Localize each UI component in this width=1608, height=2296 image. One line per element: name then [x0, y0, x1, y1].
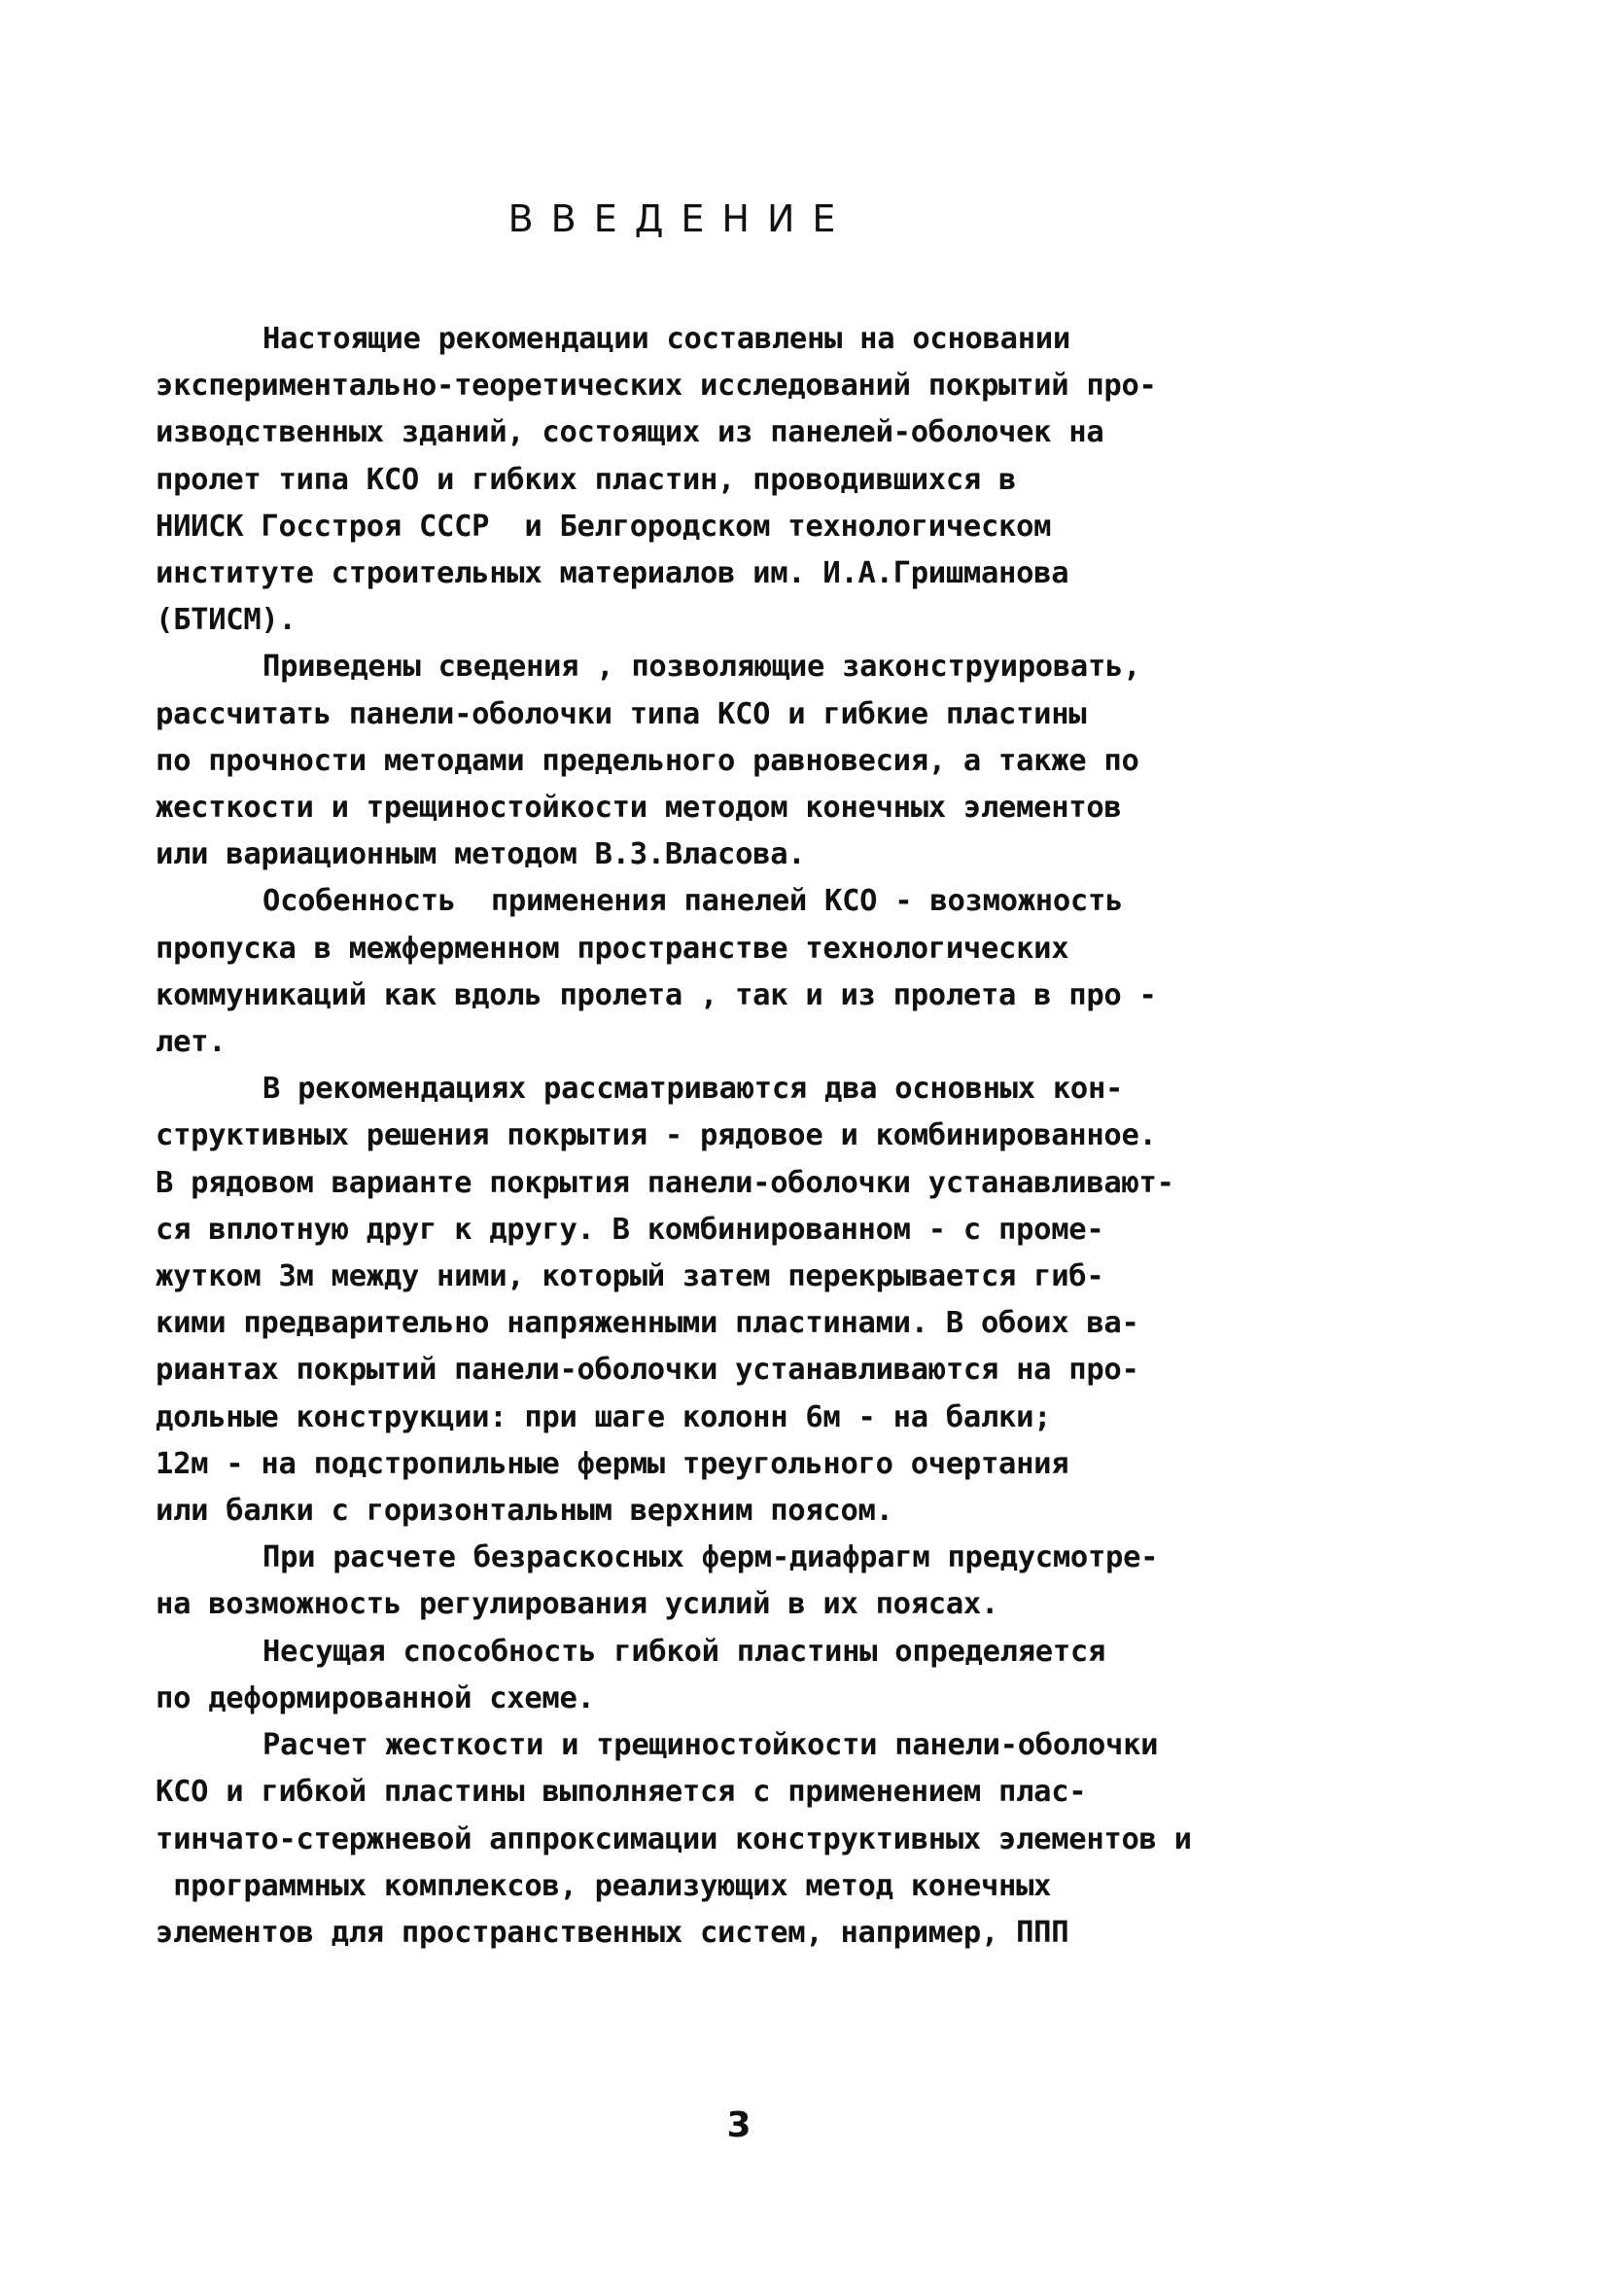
text-line: экспериментально-теоретических исследований покрытий про-	[156, 369, 1157, 404]
text-line: кими предварительно напряженными пластинами. В обоих ва-	[156, 1306, 1139, 1341]
text-line: тинчато-стержневой аппроксимации конструктивных элементов и	[156, 1821, 1192, 1856]
text-line: рассчитать панели-оболочки типа КСО и гибкие пластины	[156, 696, 1087, 731]
text-line: по деформированной схеме.	[156, 1680, 595, 1715]
paragraph	[156, 878, 1497, 1066]
text-line: НИИСК Госстроя СССР и Белгородском технологическом	[156, 509, 1052, 544]
text-line: Особенность применения панелей КСО - возможность	[262, 884, 1124, 919]
paragraph	[156, 644, 1497, 878]
body-text	[156, 316, 1497, 1957]
text-line: программных комплексов, реализующих метод конечных	[156, 1868, 1052, 1903]
paragraph	[156, 1066, 1497, 1535]
text-line: по прочности методами предельного равновесия, а также по	[156, 743, 1139, 778]
text-line: 12м - на подстропильные фермы треугольного очертания	[156, 1446, 1069, 1481]
page-title: ВВЕДЕНИЕ	[507, 197, 854, 240]
paragraph	[156, 1722, 1497, 1957]
text-line: дольные конструкции: при шаге колонн 6м - на балки;	[156, 1399, 1052, 1434]
text-line: Несущая способность гибкой пластины определяется	[262, 1634, 1106, 1669]
text-line: В рекомендациях рассматриваются два основных кон-	[262, 1072, 1124, 1107]
text-line: элементов для пространственных систем, например, ППП	[156, 1915, 1069, 1950]
text-line: жутком 3м между ними, который затем перекрывается гиб-	[156, 1259, 1104, 1294]
text-line: изводственных зданий, состоящих из панелей-оболочек на	[156, 415, 1104, 450]
text-line: пропуска в межферменном пространстве технологических	[156, 931, 1069, 966]
text-line: или вариационным методом В.З.Власова.	[156, 837, 806, 872]
text-line: пролет типа КСО и гибких пластин, проводившихся в	[156, 462, 1017, 497]
text-line: Настоящие рекомендации составлены на основании	[262, 322, 1070, 356]
text-line: или балки с горизонтальным верхним поясом.	[156, 1494, 893, 1529]
text-line: риантах покрытий панели-оболочки устанавливаются на про-	[156, 1353, 1139, 1388]
text-line: ся вплотную друг к другу. В комбинированном - с проме-	[156, 1212, 1104, 1247]
text-line: При расчете безраскосных ферм-диафрагм предусмотре-	[262, 1540, 1159, 1575]
page-number: 3	[726, 2105, 752, 2145]
text-line: структивных решения покрытия - рядовое и комбинированное.	[156, 1118, 1157, 1153]
text-line: на возможность регулирования усилий в их поясах.	[156, 1587, 999, 1622]
text-line: коммуникаций как вдоль пролета , так и из пролета в про -	[156, 977, 1157, 1012]
text-line: жесткости и трещиностойкости методом конечных элементов	[156, 791, 1122, 826]
text-line: институте строительных материалов им. И.А.Гришманова	[156, 556, 1069, 591]
text-line: Расчет жесткости и трещиностойкости панели-оболочки	[262, 1728, 1159, 1763]
text-line: Приведены сведения , позволяющие законструировать,	[262, 650, 1141, 685]
paragraph	[156, 316, 1497, 644]
text-line: В рядовом варианте покрытия панели-оболочки устанавливают-	[156, 1165, 1174, 1200]
paragraph	[156, 1629, 1497, 1722]
text-line: КСО и гибкой пластины выполняется с применением плас-	[156, 1775, 1087, 1810]
text-line: лет.	[156, 1025, 227, 1060]
text-line: (БТИСМ).	[156, 603, 297, 638]
paragraph	[156, 1535, 1497, 1628]
